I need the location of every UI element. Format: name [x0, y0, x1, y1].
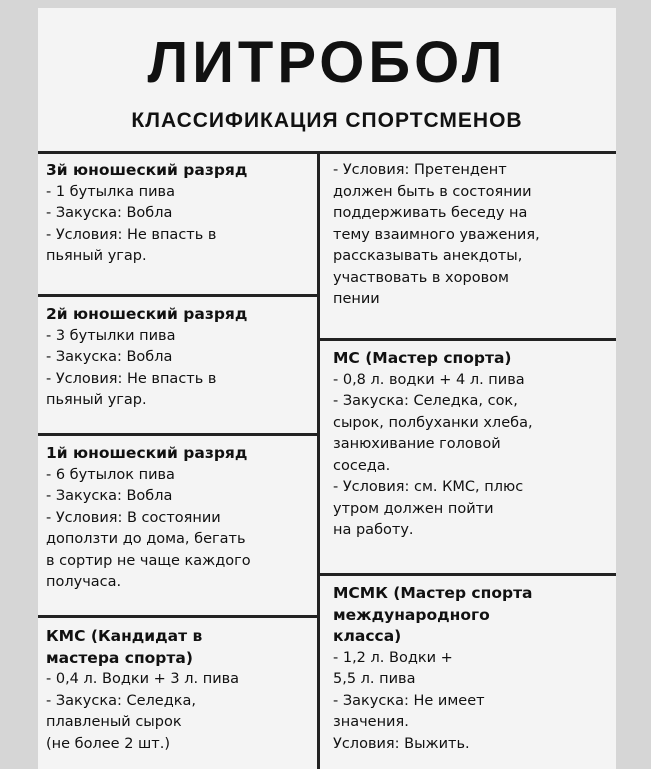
rank-line: - Закуска: Вобла [46, 349, 173, 365]
rank-ms [333, 348, 533, 542]
rank-line: - 0,4 л. Водки + 3 л. пива [46, 671, 240, 687]
rank-line: значения. [333, 714, 409, 730]
rank-line: Условия: Выжить. [333, 735, 470, 752]
rank-line: - Закуска: Не имеет [333, 692, 485, 709]
rank-line: - Условия: см. КМС, плюс [333, 479, 524, 495]
rank-heading: МС (Мастер спорта) [333, 349, 512, 367]
rank-line: на работу. [333, 522, 414, 538]
rank-line: - Условия: Не впасть в [46, 370, 217, 387]
rank-line: - 1,2 л. Водки + [333, 649, 453, 666]
rank-line: - Условия: В состоянии [46, 509, 221, 526]
rank-line: - Закуска: Селедка, [46, 692, 196, 709]
rank-line: 5,5 л. пива [333, 671, 416, 687]
rank-line: пении [333, 291, 380, 307]
rank-line: плавленый сырок [46, 714, 182, 730]
rank-line: - Закуска: Селедка, сок, [333, 393, 518, 409]
rank-2-junior [46, 304, 247, 412]
right-divider-1 [317, 338, 616, 341]
kms-continued [333, 160, 540, 311]
rank-line: - Условия: Не впасть в [46, 226, 217, 243]
rank-1-junior [46, 443, 251, 594]
rank-line: - 0,8 л. водки + 4 л. пива [333, 371, 525, 388]
rank-3-junior [46, 160, 247, 268]
rank-heading: МСМК (Мастер спорта [333, 584, 533, 602]
left-divider-3 [38, 615, 318, 618]
rank-line: - Условия: Претендент [333, 162, 507, 178]
rank-line: - Закуска: Вобла [46, 488, 173, 504]
rank-heading: класса) [333, 627, 402, 645]
rank-msmk [333, 583, 533, 755]
rank-line: должен быть в состоянии [333, 183, 532, 200]
rank-line: (не более 2 шт.) [46, 735, 171, 752]
column-divider [317, 151, 320, 769]
rank-line: тему взаимного уважения, [333, 226, 540, 243]
rank-line: участвовать в хоровом [333, 269, 509, 286]
rank-kms [46, 626, 239, 755]
page-title: ЛИТРОБОЛ [147, 30, 507, 95]
rank-line: - 3 бутылки пива [46, 327, 176, 344]
rank-heading: 3й юношеский разряд [46, 161, 248, 179]
rank-line: сырок, полбуханки хлеба, [333, 414, 533, 431]
right-divider-2 [317, 573, 616, 576]
rank-heading: 2й юношеский разряд [46, 305, 248, 323]
rank-heading: мастера спорта) [46, 648, 193, 667]
poster-header [38, 8, 616, 151]
rank-line: пьяный угар. [46, 248, 147, 264]
rank-line: - Закуска: Вобла [46, 205, 173, 221]
rank-line: доползти до дома, бегать [46, 531, 246, 547]
rank-line: в сортир не чаще каждого [46, 552, 251, 569]
poster [38, 8, 616, 769]
rank-heading: 1й юношеский разряд [46, 444, 248, 462]
rank-heading: КМС (Кандидат в [46, 627, 203, 645]
rank-line: пьяный угар. [46, 392, 147, 408]
rank-line: рассказывать анекдоты, [333, 248, 523, 264]
rank-line: поддерживать беседу на [333, 205, 528, 221]
rank-line: занюхивание головой [333, 436, 501, 452]
header-divider [38, 151, 616, 154]
rank-line: соседа. [333, 457, 391, 474]
rank-line: утром должен пойти [333, 500, 494, 517]
left-divider-2 [38, 433, 318, 436]
left-divider-1 [38, 294, 318, 297]
page-subtitle: КЛАССИФИКАЦИЯ СПОРТСМЕНОВ [131, 109, 523, 132]
rank-line: - 6 бутылок пива [46, 466, 175, 483]
rank-line: - 1 бутылка пива [46, 183, 175, 200]
rank-line: получаса. [46, 574, 122, 590]
rank-heading: международного [333, 605, 490, 624]
